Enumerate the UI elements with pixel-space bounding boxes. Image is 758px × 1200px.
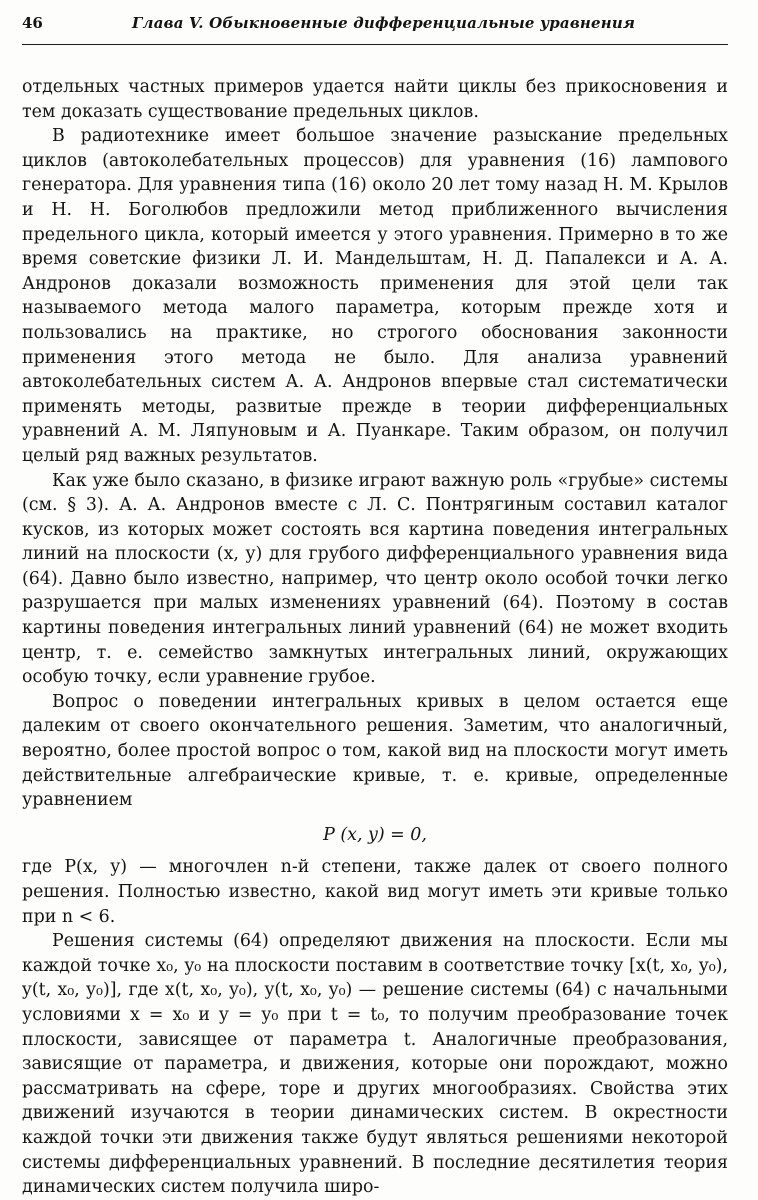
paragraph-radiotechnics: В радиотехнике имеет большое значение разыскание предельных циклов (автоколебательных процессов) для уравнения (16) лампового генератора. Для уравнения типа (16) около 20 лет тому назад Н. М. Крылов и Н. Н. Боголюбов предложили метод приближенного вычисления предельного цикла, который имеется у этого уравнения. Примерно в то же время советские физики Л. И. Мандельштам, Н. Д. Папалекси и А. А. Андронов доказали возможность применения для этой цели так называемого метода малого параметра, которым прежде хотя и пользовались на практике, но строгого обоснования законности применения этого метода не было. Для анализа уравнений автоколебательных систем А. А. Андронов впервые стал систематически применять методы, развитые прежде в теории дифференциальных уравнений А. М. Ляпуновым и А. Пуанкаре. Таким образом, он получил целый ряд важных результатов. bbox=[22, 126, 728, 466]
running-title: Глава V. Обыкновенные дифференциальные уравнения bbox=[132, 14, 636, 32]
page-number: 46 bbox=[22, 14, 43, 32]
formula-polynomial-curve: P (x, y) = 0, bbox=[323, 824, 427, 845]
paragraph-rough-systems: Как уже было сказано, в физике играют важную роль «грубые» системы (см. § 3). А. А. Андронов вместе с Л. С. Понтрягиным составил каталог кусков, из которых может состоять вся картина поведения интегральных линий на плоскости (x, y) для грубого дифференциального уравнения вида (64). Давно было известно, например, что центр около особой точки легко разрушается при малых изменениях уравнений (64). Поэтому в состав картины поведения интегральных линий уравнений (64) не может входить центр, т. е. семейство замкнутых интегральных линий, окружающих особую точку, если уравнение грубое. bbox=[22, 470, 728, 688]
paragraph-cycles-end: отдельных частных примеров удается найти циклы без прикосновения и тем доказать существование предельных циклов. bbox=[22, 77, 728, 122]
paragraph-integral-curves: Вопрос о поведении интегральных кривых в целом остается еще далеким от своего окончательного решения. Заметим, что аналогичный, вероятно, более простой вопрос о том, какой вид на плоскости могут иметь действительные алгебраические кривые, т. е. кривые, определенные уравнением bbox=[22, 691, 728, 811]
paragraph-polynomial: где P(x, y) — многочлен n-й степени, также далек от своего полного решения. Полностью известно, какой вид могут иметь эти кривые только при n < 6. bbox=[22, 857, 728, 927]
running-header bbox=[22, 14, 728, 45]
body-text bbox=[22, 75, 728, 1200]
paragraph-dynamical-systems: Решения системы (64) определяют движения на плоскости. Если мы каждой точке x₀, y₀ на плоскости поставим в соответствие точку [x(t, x₀, y₀), y(t, x₀, y₀)], где x(t, x₀, y₀), y(t, x₀, y₀) — решение системы (64) с начальными условиями x = x₀ и y = y₀ при t = t₀, то получим преобразование точек плоскости, зависящее от параметра t. Аналогичные преобразования, зависящие от параметра, и движения, которые они порождают, можно рассматривать на сфере, торе и других многообразиях. Свойства этих движений изучаются в теории динамических систем. В окрестности каждой точки эти движения также будут являться решениями некоторой системы дифференциальных уравнений. В последние десятилетия теория динамических систем получила широ- bbox=[22, 931, 728, 1198]
